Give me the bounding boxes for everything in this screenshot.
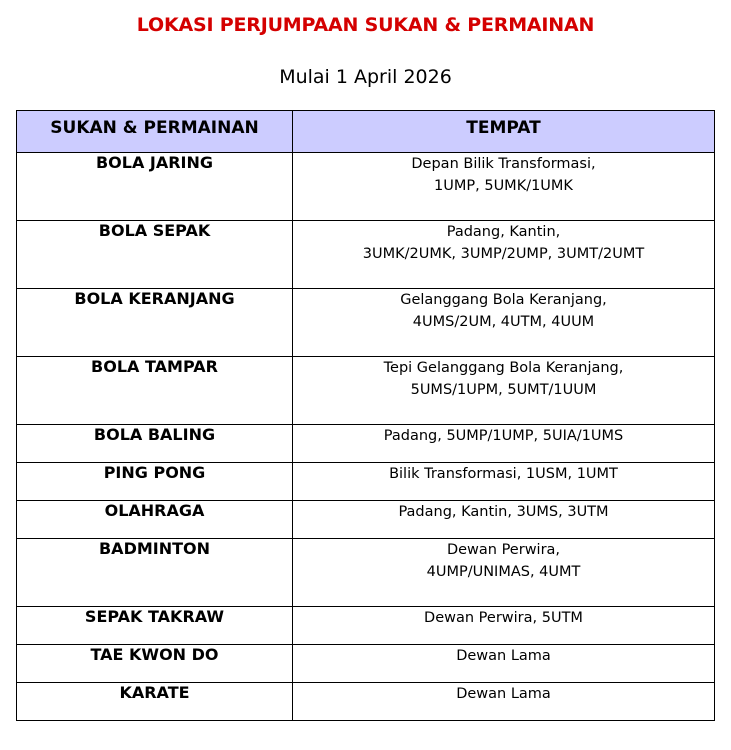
venue-line: Bilik Transformasi, 1USM, 1UMT xyxy=(389,466,618,482)
venue-cell xyxy=(293,425,715,463)
sport-name-cell: BADMINTON xyxy=(17,539,293,607)
venue-cell xyxy=(293,357,715,425)
venue-cell xyxy=(293,153,715,221)
venue-line: Dewan Lama xyxy=(456,648,551,664)
venue-line: 4UMP/UNIMAS, 4UMT xyxy=(426,564,581,580)
table-row xyxy=(17,463,715,501)
table-row xyxy=(17,539,715,607)
sport-name-cell: BOLA SEPAK xyxy=(17,221,293,289)
venue-cell xyxy=(293,683,715,721)
sport-name-cell: TAE KWON DO xyxy=(17,645,293,683)
venue-cell xyxy=(293,463,715,501)
venue-cell xyxy=(293,645,715,683)
sport-name-cell: BOLA BALING xyxy=(17,425,293,463)
table-row xyxy=(17,357,715,425)
sport-name-cell: OLAHRAGA xyxy=(17,501,293,539)
page-title: LOKASI PERJUMPAAN SUKAN & PERMAINAN xyxy=(136,14,595,36)
venue-cell xyxy=(293,221,715,289)
venue-cell xyxy=(293,607,715,645)
table-row xyxy=(17,607,715,645)
sport-name-cell: BOLA JARING xyxy=(17,153,293,221)
venue-line: 4UMS/2UM, 4UTM, 4UUM xyxy=(412,314,595,330)
table-row xyxy=(17,683,715,721)
sport-name-cell: KARATE xyxy=(17,683,293,721)
venue-line: 3UMK/2UMK, 3UMP/2UMP, 3UMT/2UMT xyxy=(362,246,645,262)
venue-line: Depan Bilik Transformasi, xyxy=(411,156,596,172)
venue-line: Gelanggang Bola Keranjang, xyxy=(400,292,607,308)
venue-line: Padang, Kantin, xyxy=(446,224,561,240)
table-row xyxy=(17,153,715,221)
venue-line: Tepi Gelanggang Bola Keranjang, xyxy=(383,360,624,376)
venue-line: 5UMS/1UPM, 5UMT/1UUM xyxy=(410,382,597,398)
table-body xyxy=(17,153,715,721)
table-header-row xyxy=(17,111,715,153)
venue-table xyxy=(16,110,715,721)
venue-line: Dewan Perwira, 5UTM xyxy=(424,610,583,626)
column-header-venue: TEMPAT xyxy=(293,111,715,153)
venue-line: Padang, Kantin, 3UMS, 3UTM xyxy=(398,504,609,520)
sport-name-cell: BOLA KERANJANG xyxy=(17,289,293,357)
venue-line: Dewan Perwira, xyxy=(446,542,561,558)
venue-line: Padang, 5UMP/1UMP, 5UIA/1UMS xyxy=(383,428,624,444)
venue-cell xyxy=(293,289,715,357)
venue-cell xyxy=(293,501,715,539)
venue-line: Dewan Lama xyxy=(456,686,551,702)
table-row xyxy=(17,645,715,683)
venue-line: 1UMP, 5UMK/1UMK xyxy=(434,178,573,194)
sport-name-cell: BOLA TAMPAR xyxy=(17,357,293,425)
table-row xyxy=(17,289,715,357)
table-row xyxy=(17,425,715,463)
table-row xyxy=(17,221,715,289)
table-row xyxy=(17,501,715,539)
venue-cell xyxy=(293,539,715,607)
page-subtitle: Mulai 1 April 2026 xyxy=(279,66,452,88)
sport-name-cell: SEPAK TAKRAW xyxy=(17,607,293,645)
column-header-sport: SUKAN & PERMAINAN xyxy=(17,111,293,153)
sport-name-cell: PING PONG xyxy=(17,463,293,501)
